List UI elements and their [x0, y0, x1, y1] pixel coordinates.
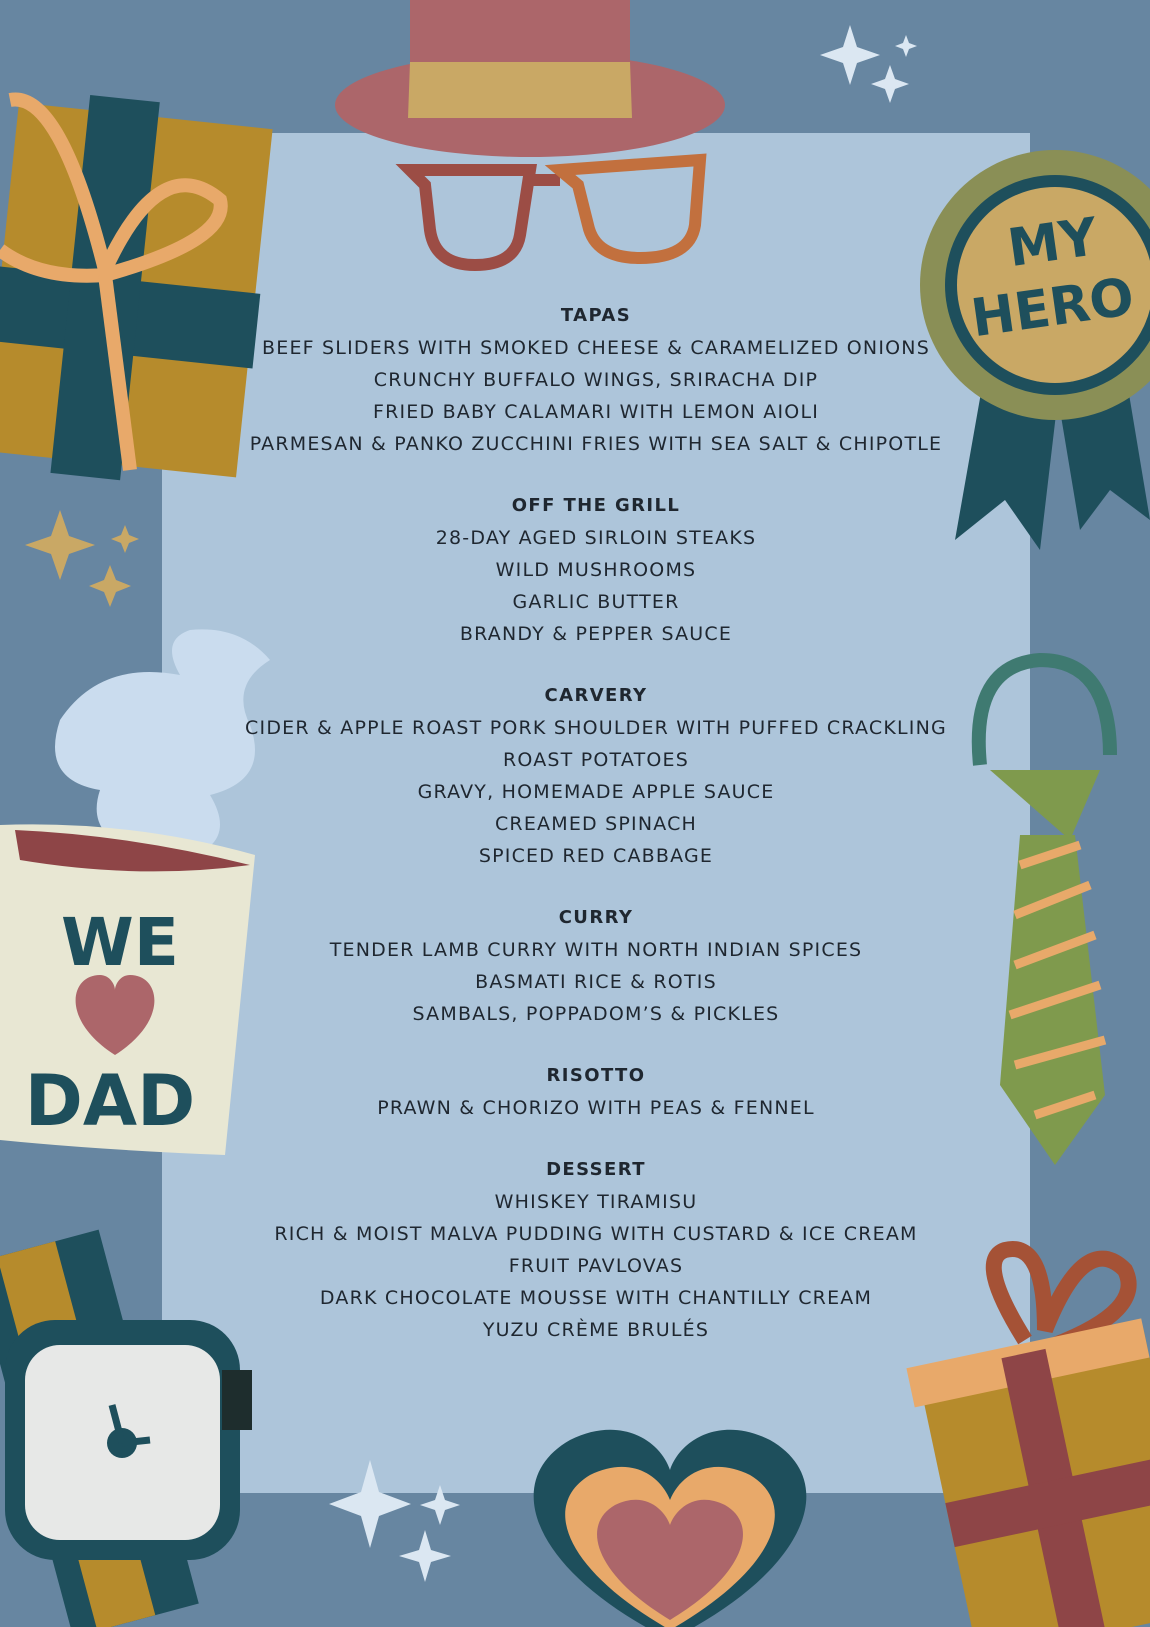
section-title: TAPAS: [560, 305, 632, 326]
sparkle-icon: [325, 1460, 475, 1590]
menu-item: TENDER LAMB CURRY WITH NORTH INDIAN SPICES: [329, 939, 863, 961]
section-title: OFF THE GRILL: [511, 495, 681, 516]
menu-item: FRIED BABY CALAMARI WITH LEMON AIOLI: [372, 401, 820, 423]
menu-item: WHISKEY TIRAMISU: [494, 1191, 698, 1213]
section-title: CURRY: [558, 907, 634, 928]
menu-item: YUZU CRÈME BRULÉS: [482, 1319, 710, 1341]
menu-item: DARK CHOCOLATE MOUSSE WITH CHANTILLY CREAM: [319, 1287, 873, 1309]
menu-item: SPICED RED CABBAGE: [478, 845, 714, 867]
menu-item: CREAMED SPINACH: [494, 813, 698, 835]
mug-line2: DAD: [24, 1060, 196, 1142]
badge-line2: HERO: [967, 267, 1138, 350]
menu-item: SAMBALS, POPPADOM’S & PICKLES: [412, 1003, 780, 1025]
menu-item: ROAST POTATOES: [502, 749, 690, 771]
section-title: CARVERY: [544, 685, 648, 706]
menu-item: GRAVY, HOMEMADE APPLE SAUCE: [417, 781, 775, 803]
section-title: RISOTTO: [546, 1065, 646, 1086]
badge-line1: MY: [1004, 207, 1102, 280]
menu-section: [162, 1060, 1030, 1124]
menu-item: BRANDY & PEPPER SAUCE: [459, 623, 733, 645]
menu-item: PRAWN & CHORIZO WITH PEAS & FENNEL: [377, 1097, 815, 1119]
menu-item: PARMESAN & PANKO ZUCCHINI FRIES WITH SEA SALT & CHIPOTLE: [249, 433, 943, 455]
menu-item: BEEF SLIDERS WITH SMOKED CHEESE & CARAMELIZED ONIONS: [262, 337, 930, 359]
sparkle-icon: [820, 25, 920, 105]
menu-item: CIDER & APPLE ROAST PORK SHOULDER WITH PUFFED CRACKLING: [245, 717, 947, 739]
section-title: DESSERT: [546, 1159, 646, 1180]
menu-item: WILD MUSHROOMS: [495, 559, 697, 581]
menu-item: BASMATI RICE & ROTIS: [475, 971, 717, 993]
menu-item: GARLIC BUTTER: [512, 591, 680, 613]
menu-item: FRUIT PAVLOVAS: [508, 1255, 684, 1277]
menu-item: 28-DAY AGED SIRLOIN STEAKS: [435, 527, 757, 549]
mug-line1: WE: [61, 904, 179, 981]
menu-content: [162, 300, 1030, 1376]
menu-section: [162, 300, 1030, 460]
heart-icon: [510, 1420, 830, 1627]
menu-item: CRUNCHY BUFFALO WINGS, SRIRACHA DIP: [373, 369, 819, 391]
sparkle-icon: [25, 510, 155, 610]
menu-item: RICH & MOIST MALVA PUDDING WITH CUSTARD & ICE CREAM: [274, 1223, 918, 1245]
menu-section: [162, 902, 1030, 1030]
menu-section: [162, 1154, 1030, 1346]
menu-section: [162, 680, 1030, 872]
menu-section: [162, 490, 1030, 650]
glasses-icon: [410, 140, 730, 280]
